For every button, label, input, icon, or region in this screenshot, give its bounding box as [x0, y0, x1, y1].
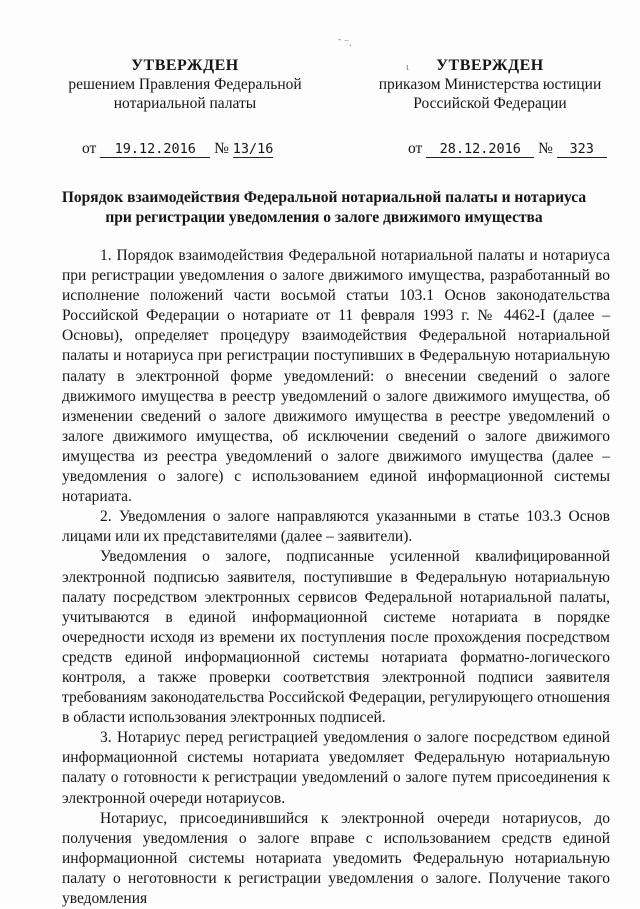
paragraph-5: Нотариус, присоединившийся к электронной очереди нотариусов, до получения уведомления о залоге вправе с использованием средств единой информационной системы нотариата уведомить Федеральную нотариальную палату о неготовности к регистрации уведомления о залоге. Получение такого уведомления — [62, 809, 610, 907]
document-body — [62, 246, 610, 909]
approval-right-date-prefix: от — [408, 140, 423, 157]
paragraph-4: 3. Нотариус перед регистрацией уведомления о залоге посредством единой информационной системы нотариата уведомляет Федеральную нотариальную палату о готовности к регистрации уведомлений о залоге путем присоединения к электронной очереди нотариусов. — [62, 729, 610, 807]
paragraph-2: 2. Уведомления о залоге направляются указанными в статье 103.3 Основ лицами или их представителями (далее – заявители). — [62, 508, 610, 546]
approval-stamp-right — [370, 56, 610, 158]
approval-left-date-line — [50, 139, 320, 158]
approval-right-line1: приказом Министерства юстиции — [378, 76, 602, 93]
approval-stamp-left — [50, 56, 320, 158]
paragraph-3: Уведомления о залоге, подписанные усиленной квалифицированной электронной подписью заявителя, поступившие в Федеральную нотариальную палату посредством электронных сервисов Федеральной нотариальной палаты, учитываются в единой информационной системе нотариата в порядке очередности исходя из времени их поступления после прохождения посредством средств единой информационной системы нотариата форматно-логического контроля, а также проверки соответствия электронной подписи заявителя требованиям законодательства Российской Федерации, регулирующего отношения в области использования электронных подписей. — [62, 548, 610, 727]
approval-right-number-label: № — [538, 140, 553, 157]
scan-artifact-tick: ι — [406, 62, 409, 73]
approval-left-heading: УТВЕРЖДЕН — [131, 57, 239, 74]
approval-left-number-label: № — [214, 140, 229, 157]
approval-right-heading: УТВЕРЖДЕН — [436, 57, 544, 74]
scan-artifact-mark: ˉ ⁻. — [338, 38, 352, 49]
approval-left-date: 19.12.2016 — [100, 141, 210, 158]
approval-right-number: 323 — [557, 141, 607, 158]
approval-left-date-prefix: от — [82, 140, 97, 157]
approval-right-line2: Российской Федерации — [413, 95, 567, 112]
approval-left-number: 13/16 — [232, 141, 274, 157]
approval-left-line2: нотариальной палаты — [113, 95, 257, 112]
approval-left-line1: решением Правления Федеральной — [68, 76, 302, 93]
document-title: Порядок взаимодействия Федеральной нотариальной палаты и нотариуса при регистрации уведомления о залоге движимого имущества — [61, 189, 587, 226]
paragraph-1: 1. Порядок взаимодействия Федеральной нотариальной палаты и нотариуса при регистрации уведомления о залоге движимого имущества, разработанный во исполнение положений части восьмой статьи 103.1 Основ законодательства Российской Федерации о нотариате от 11 февраля 1993 г. № 4462-I (далее – Основы), определяет процедуру взаимодействия Федеральной нотариальной палаты и нотариуса при регистрации поступивших в Федеральную нотариальную палату в электронной форме уведомлений: о внесении сведений о залоге движимого имущества в реестр уведомлений о залоге движимого имущества, об изменении сведений о залоге движимого имущества в реестре уведомлений о залоге движимого имущества, об исключении сведений о залоге движимого имущества из реестра уведомлений о залоге движимого имущества (далее – уведомления о залоге) с использованием единой информационной системы нотариата. — [62, 247, 610, 506]
approval-right-date: 28.12.2016 — [426, 141, 534, 158]
approval-right-date-line — [370, 139, 610, 158]
